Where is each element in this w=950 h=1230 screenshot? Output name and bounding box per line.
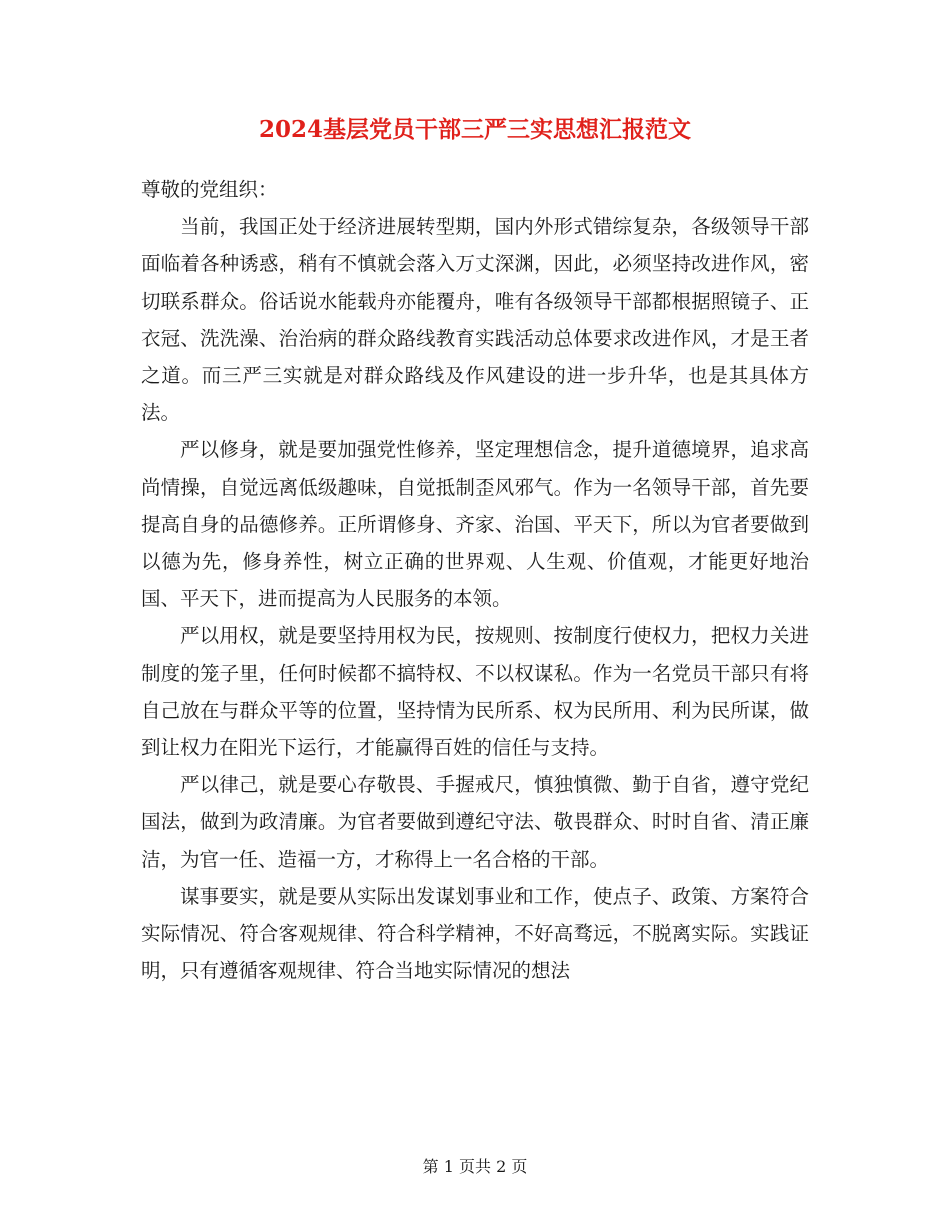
paragraph-5: 谋事要实，就是要从实际出发谋划事业和工作，使点子、政策、方案符合实际情况、符合客观规律、符合科学精神，不好高骛远，不脱离实际。实践证明，只有遵循客观规律、符合当地实际情况的想法 — [141, 884, 809, 983]
document-body — [141, 171, 809, 989]
page-footer: 第 1 页共 2 页 — [422, 1157, 528, 1176]
paragraph-3: 严以用权，就是要坚持用权为民，按规则、按制度行使权力，把权力关进制度的笼子里，任何时候都不搞特权、不以权谋私。作为一名党员干部只有将自己放在与群众平等的位置，坚持情为民所系、权为民所用、利为民所谋，做到让权力在阳光下运行，才能赢得百姓的信任与支持。 — [141, 624, 809, 760]
paragraph-1: 当前，我国正处于经济进展转型期，国内外形式错综复杂，各级领导干部面临着各种诱惑，稍有不慎就会落入万丈深渊，因此，必须坚持改进作风，密切联系群众。俗话说水能载舟亦能覆舟，唯有各级领导干部都根据照镜子、正衣冠、洗洗澡、治治病的群众路线教育实践活动总体要求改进作风，才是王者之道。而三严三实就是对群众路线及作风建设的进一步升华，也是其具体方法。 — [141, 215, 809, 425]
paragraph-4: 严以律己，就是要心存敬畏、手握戒尺，慎独慎微、勤于自省，遵守党纪国法，做到为政清廉。为官者要做到遵纪守法、敬畏群众、时时自省、清正廉洁，为官一任、造福一方，才称得上一名合格的干部。 — [141, 773, 809, 871]
document-title: 2024基层党员干部三严三实思想汇报范文 — [258, 116, 691, 143]
paragraph-2: 严以修身，就是要加强党性修养，坚定理想信念，提升道德境界，追求高尚情操，自觉远离低级趣味，自觉抵制歪风邪气。作为一名领导干部，首先要提高自身的品德修养。正所谓修身、齐家、治国、平天下，所以为官者要做到以德为先，修身养性，树立正确的世界观、人生观、价值观，才能更好地治国、平天下，进而提高为人民服务的本领。 — [141, 438, 809, 611]
salutation: 尊敬的党组织： — [141, 178, 278, 201]
